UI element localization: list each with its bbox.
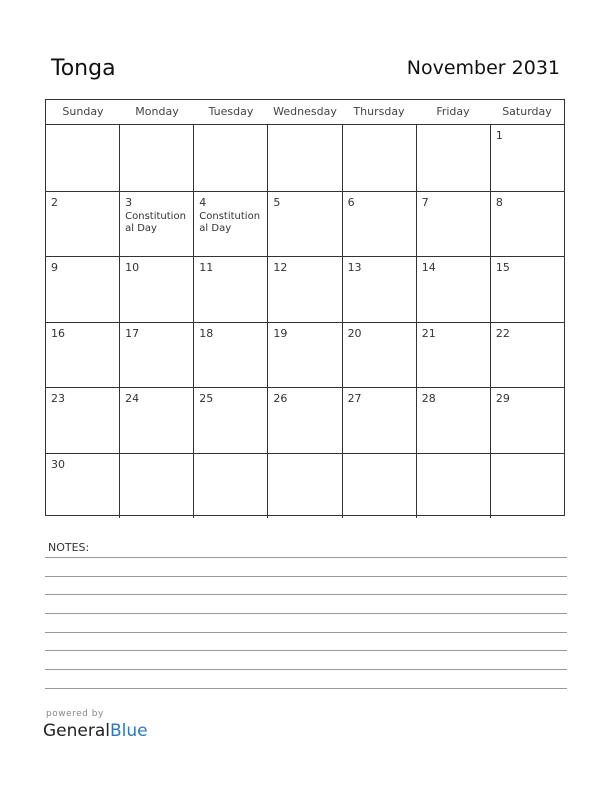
day-cell xyxy=(490,454,564,519)
day-cell xyxy=(267,192,341,257)
day-cell xyxy=(46,192,119,257)
day-number: 14 xyxy=(421,261,436,274)
day-cell xyxy=(416,388,490,453)
day-cell xyxy=(267,388,341,453)
day-cell xyxy=(267,257,341,322)
note-line xyxy=(45,669,567,670)
day-cell xyxy=(416,323,490,388)
day-number: 23 xyxy=(51,392,65,405)
brand-general: General xyxy=(43,721,110,741)
day-number: 19 xyxy=(273,326,288,340)
note-line xyxy=(45,576,567,577)
day-cell xyxy=(193,454,267,519)
day-number: 22 xyxy=(495,326,510,340)
week-row xyxy=(46,387,564,453)
day-number: 30 xyxy=(51,457,65,471)
day-cell xyxy=(342,388,416,453)
day-cell xyxy=(193,192,267,257)
weekday-friday: Friday xyxy=(436,105,470,118)
day-cell xyxy=(46,388,119,453)
note-line xyxy=(45,650,567,651)
day-number: 25 xyxy=(199,392,214,405)
day-cell xyxy=(46,323,119,388)
day-cell xyxy=(119,454,193,519)
calendar-grid xyxy=(45,99,565,516)
day-number: 15 xyxy=(495,261,510,274)
day-number: 21 xyxy=(421,326,436,340)
day-number: 3 xyxy=(125,195,133,209)
day-number: 6 xyxy=(347,195,355,209)
day-number: 9 xyxy=(51,261,58,274)
week-row xyxy=(46,256,564,322)
day-cell xyxy=(119,192,193,257)
day-number: 13 xyxy=(347,261,362,274)
day-cell xyxy=(342,454,416,519)
week-row xyxy=(46,322,564,388)
day-number: 8 xyxy=(495,195,503,209)
day-number: 18 xyxy=(199,326,214,340)
powered-by-text: powered by xyxy=(46,709,104,719)
weekday-thursday: Thursday xyxy=(353,105,405,118)
brand-logo[interactable] xyxy=(43,721,148,741)
week-row xyxy=(46,453,564,519)
day-number: 1 xyxy=(495,129,503,142)
calendar-weeks xyxy=(46,125,564,518)
day-number: 7 xyxy=(421,195,429,209)
day-cell xyxy=(46,454,119,519)
day-cell xyxy=(46,125,119,191)
note-line xyxy=(45,613,567,614)
holiday-label: Constitution al Day xyxy=(199,210,261,234)
note-line xyxy=(45,632,567,633)
weekday-tuesday: Tuesday xyxy=(208,105,254,118)
day-cell xyxy=(416,257,490,322)
day-cell xyxy=(267,323,341,388)
day-number: 12 xyxy=(273,261,288,274)
day-cell xyxy=(119,257,193,322)
day-cell xyxy=(416,454,490,519)
day-cell xyxy=(416,192,490,257)
weekday-sunday: Sunday xyxy=(62,105,104,118)
note-line xyxy=(45,688,567,689)
day-cell xyxy=(193,257,267,322)
day-cell xyxy=(342,323,416,388)
note-line xyxy=(45,594,567,595)
day-number: 4 xyxy=(199,195,207,209)
day-number: 28 xyxy=(421,392,436,405)
country-title: Tonga xyxy=(51,56,116,81)
weekday-monday: Monday xyxy=(135,105,179,118)
day-cell xyxy=(46,257,119,322)
day-number: 2 xyxy=(51,195,58,209)
day-number: 5 xyxy=(273,195,281,209)
week-row xyxy=(46,191,564,257)
day-cell xyxy=(119,323,193,388)
weekday-wednesday: Wednesday xyxy=(273,105,337,118)
weekday-saturday: Saturday xyxy=(502,105,552,118)
notes-label: NOTES: xyxy=(48,541,90,554)
day-number: 20 xyxy=(347,326,362,340)
holiday-label: Constitution al Day xyxy=(125,210,186,234)
week-row xyxy=(46,125,564,191)
day-number: 10 xyxy=(125,261,140,274)
day-cell xyxy=(490,192,564,257)
day-cell xyxy=(119,125,193,191)
brand-blue: Blue xyxy=(110,721,148,741)
day-cell xyxy=(490,388,564,453)
day-cell xyxy=(490,257,564,322)
day-cell xyxy=(193,125,267,191)
day-cell xyxy=(490,323,564,388)
day-number: 27 xyxy=(347,392,362,405)
day-cell xyxy=(342,192,416,257)
day-number: 26 xyxy=(273,392,288,405)
day-number: 17 xyxy=(125,326,140,340)
day-cell xyxy=(193,323,267,388)
day-number: 24 xyxy=(125,392,140,405)
day-cell xyxy=(416,125,490,191)
day-cell xyxy=(267,454,341,519)
day-cell xyxy=(119,388,193,453)
weekday-header-row xyxy=(46,100,564,125)
day-cell xyxy=(490,125,564,191)
day-cell xyxy=(193,388,267,453)
note-line xyxy=(45,557,567,558)
day-cell xyxy=(342,257,416,322)
day-cell xyxy=(342,125,416,191)
day-number: 11 xyxy=(199,261,214,274)
day-number: 29 xyxy=(495,392,510,405)
day-cell xyxy=(267,125,341,191)
month-title: November 2031 xyxy=(406,57,560,79)
day-number: 16 xyxy=(51,326,65,340)
